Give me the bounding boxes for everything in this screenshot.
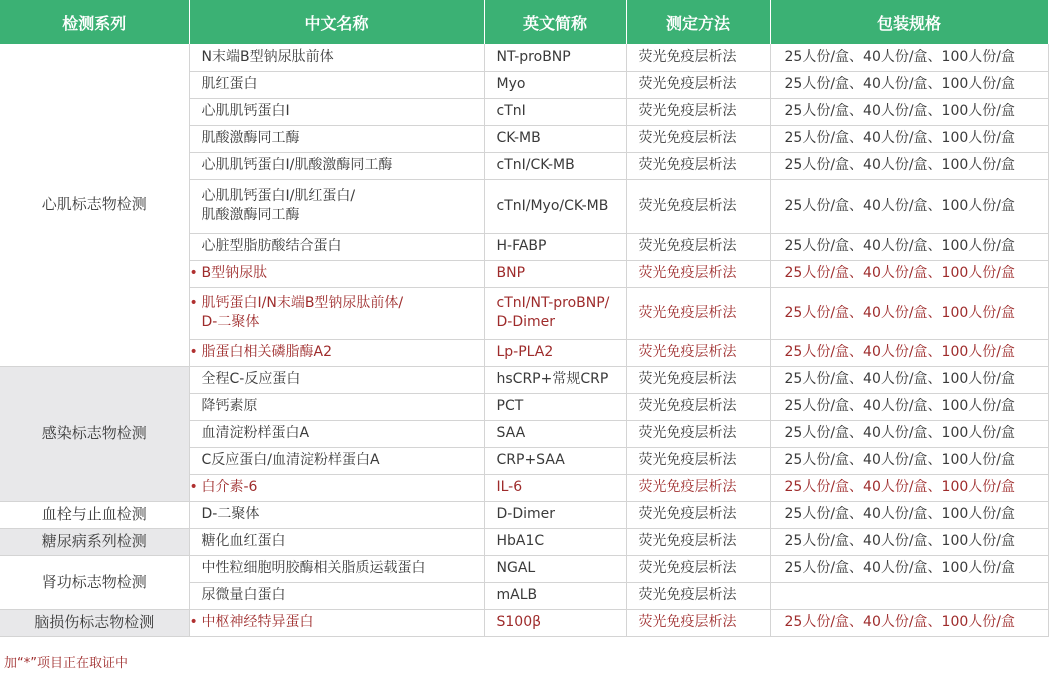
package-cell: 25人份/盒、40人份/盒、100人份/盒 [770, 366, 1048, 393]
certification-pending-mark: • [189, 265, 198, 281]
table-row [0, 44, 1048, 71]
package-cell: 25人份/盒、40人份/盒、100人份/盒 [770, 152, 1048, 179]
english-abbr-text: SAA [496, 425, 526, 441]
english-abbr-text: H-FABP [496, 238, 547, 254]
english-abbr-text: CRP+SAA [496, 452, 565, 468]
english-abbr-text: S100β [496, 614, 542, 630]
english-abbr-text: cTnI/Myo/CK-MB [496, 197, 609, 214]
table-row [0, 609, 1048, 636]
english-abbr-text: IL-6 [496, 479, 523, 495]
chinese-name-text: 肌钙蛋白I/N末端B型钠尿肽前体/ [201, 295, 404, 311]
chinese-name-cell [189, 420, 484, 447]
chinese-name-text: 心肌肌钙蛋白I/肌红蛋白/ [201, 188, 356, 204]
english-abbr-cell [484, 152, 626, 179]
english-abbr-text: hsCRP+常规CRP [496, 371, 609, 387]
method-cell: 荧光免疫层析法 [626, 179, 770, 233]
chinese-name-cell [189, 260, 484, 287]
chinese-name-cell [189, 179, 484, 233]
package-cell: 25人份/盒、40人份/盒、100人份/盒 [770, 474, 1048, 501]
chinese-name-text: B型钠尿肽 [201, 265, 268, 281]
package-cell: 25人份/盒、40人份/盒、100人份/盒 [770, 260, 1048, 287]
package-cell: 25人份/盒、40人份/盒、100人份/盒 [770, 287, 1048, 339]
chinese-name-cell [189, 393, 484, 420]
method-cell: 荧光免疫层析法 [626, 339, 770, 366]
package-cell: 25人份/盒、40人份/盒、100人份/盒 [770, 420, 1048, 447]
english-abbr-text: NGAL [496, 560, 536, 576]
method-cell: 荧光免疫层析法 [626, 420, 770, 447]
chinese-name-cell [189, 609, 484, 636]
english-abbr-text: Myo [496, 76, 526, 92]
package-cell: 25人份/盒、40人份/盒、100人份/盒 [770, 501, 1048, 528]
chinese-name-cell [189, 339, 484, 366]
package-cell [770, 582, 1048, 609]
method-cell: 荧光免疫层析法 [626, 152, 770, 179]
english-abbr-cell [484, 447, 626, 474]
chinese-name-cell [189, 582, 484, 609]
method-cell: 荧光免疫层析法 [626, 501, 770, 528]
chinese-name-text: 糖化血红蛋白 [201, 533, 286, 549]
package-cell: 25人份/盒、40人份/盒、100人份/盒 [770, 71, 1048, 98]
chinese-name-text: C反应蛋白/血清淀粉样蛋白A [201, 452, 380, 468]
package-cell: 25人份/盒、40人份/盒、100人份/盒 [770, 233, 1048, 260]
english-abbr-cell [484, 179, 626, 233]
chinese-name-text: 心肌肌钙蛋白I [201, 103, 290, 119]
chinese-name-cell [189, 152, 484, 179]
english-abbr-cell [484, 260, 626, 287]
english-abbr-cell [484, 71, 626, 98]
method-cell: 荧光免疫层析法 [626, 447, 770, 474]
method-cell: 荧光免疫层析法 [626, 366, 770, 393]
package-cell: 25人份/盒、40人份/盒、100人份/盒 [770, 447, 1048, 474]
chinese-name-text: 血清淀粉样蛋白A [201, 425, 310, 441]
header-row [0, 0, 1048, 44]
chinese-name-text: 心脏型脂肪酸结合蛋白 [201, 238, 342, 254]
chinese-name-cell [189, 474, 484, 501]
method-cell: 荧光免疫层析法 [626, 582, 770, 609]
category-cell: 脑损伤标志物检测 [0, 609, 189, 636]
chinese-name-cell [189, 501, 484, 528]
english-abbr-cell [484, 609, 626, 636]
chinese-name-text: 肌酸激酶同工酶 [201, 207, 300, 223]
english-abbr-text: Lp-PLA2 [496, 344, 554, 360]
chinese-name-cell [189, 366, 484, 393]
english-abbr-cell [484, 393, 626, 420]
chinese-name-text: 中枢神经特异蛋白 [201, 614, 314, 630]
chinese-name-cell [189, 555, 484, 582]
package-cell: 25人份/盒、40人份/盒、100人份/盒 [770, 555, 1048, 582]
chinese-name-text: 肌酸激酶同工酶 [201, 130, 300, 146]
chinese-name-text: 全程C-反应蛋白 [201, 371, 301, 387]
method-cell: 荧光免疫层析法 [626, 287, 770, 339]
package-cell: 25人份/盒、40人份/盒、100人份/盒 [770, 125, 1048, 152]
chinese-name-text: 肌红蛋白 [201, 76, 258, 92]
method-cell: 荧光免疫层析法 [626, 125, 770, 152]
english-abbr-cell [484, 528, 626, 555]
chinese-name-text: 降钙素原 [201, 398, 258, 414]
certification-pending-mark: • [189, 344, 198, 360]
category-cell: 感染标志物检测 [0, 366, 189, 501]
method-cell: 荧光免疫层析法 [626, 71, 770, 98]
chinese-name-cell [189, 447, 484, 474]
english-abbr-cell [484, 366, 626, 393]
package-cell: 25人份/盒、40人份/盒、100人份/盒 [770, 393, 1048, 420]
english-abbr-text: CK-MB [496, 130, 541, 146]
english-abbr-text: mALB [496, 587, 538, 603]
col-header-english-abbr: 英文简称 [484, 0, 626, 44]
certification-pending-mark: • [189, 479, 198, 495]
english-abbr-cell [484, 555, 626, 582]
english-abbr-cell [484, 287, 626, 339]
table-row [0, 528, 1048, 555]
table-row [0, 501, 1048, 528]
english-abbr-cell [484, 420, 626, 447]
chinese-name-cell [189, 71, 484, 98]
english-abbr-cell [484, 98, 626, 125]
table-body [0, 44, 1048, 636]
method-cell: 荧光免疫层析法 [626, 555, 770, 582]
chinese-name-cell [189, 233, 484, 260]
english-abbr-text: cTnI [496, 103, 526, 119]
chinese-name-text: 心肌肌钙蛋白I/肌酸激酶同工酶 [201, 157, 393, 173]
english-abbr-text: BNP [496, 265, 526, 281]
chinese-name-cell [189, 528, 484, 555]
chinese-name-text: D-二聚体 [201, 314, 260, 330]
english-abbr-cell [484, 125, 626, 152]
table-row [0, 555, 1048, 582]
method-cell: 荧光免疫层析法 [626, 260, 770, 287]
chinese-name-cell [189, 125, 484, 152]
col-header-series: 检测系列 [0, 0, 189, 44]
english-abbr-cell [484, 582, 626, 609]
category-cell: 心肌标志物检测 [0, 44, 189, 366]
english-abbr-cell [484, 474, 626, 501]
package-cell: 25人份/盒、40人份/盒、100人份/盒 [770, 339, 1048, 366]
chinese-name-text: N末端B型钠尿肽前体 [201, 48, 334, 65]
english-abbr-cell [484, 339, 626, 366]
chinese-name-cell [189, 287, 484, 339]
chinese-name-text: 尿微量白蛋白 [201, 587, 286, 603]
method-cell: 荧光免疫层析法 [626, 233, 770, 260]
package-cell: 25人份/盒、40人份/盒、100人份/盒 [770, 98, 1048, 125]
package-cell: 25人份/盒、40人份/盒、100人份/盒 [770, 44, 1048, 71]
chinese-name-text: 白介素-6 [201, 479, 258, 495]
method-cell: 荧光免疫层析法 [626, 528, 770, 555]
english-abbr-text: cTnI/NT-proBNP/ [496, 295, 610, 311]
col-header-method: 测定方法 [626, 0, 770, 44]
english-abbr-text: PCT [496, 398, 524, 414]
english-abbr-text: cTnI/CK-MB [496, 157, 575, 173]
english-abbr-cell [484, 44, 626, 71]
method-cell: 荧光免疫层析法 [626, 609, 770, 636]
certification-pending-mark: • [189, 614, 198, 630]
chinese-name-text: 中性粒细胞明胶酶相关脂质运载蛋白 [201, 560, 426, 576]
method-cell: 荧光免疫层析法 [626, 393, 770, 420]
english-abbr-cell [484, 501, 626, 528]
col-header-package: 包装规格 [770, 0, 1048, 44]
certification-pending-mark: • [189, 295, 198, 311]
category-cell: 肾功标志物检测 [0, 555, 189, 609]
method-cell: 荧光免疫层析法 [626, 98, 770, 125]
package-cell: 25人份/盒、40人份/盒、100人份/盒 [770, 179, 1048, 233]
method-cell: 荧光免疫层析法 [626, 474, 770, 501]
chinese-name-cell [189, 98, 484, 125]
package-cell: 25人份/盒、40人份/盒、100人份/盒 [770, 528, 1048, 555]
chinese-name-text: 脂蛋白相关磷脂酶A2 [201, 344, 332, 360]
table-row [0, 366, 1048, 393]
english-abbr-text: HbA1C [496, 533, 545, 549]
chinese-name-text: D-二聚体 [201, 506, 260, 522]
category-cell: 糖尿病系列检测 [0, 528, 189, 555]
english-abbr-text: NT-proBNP [496, 48, 571, 65]
col-header-chinese-name: 中文名称 [189, 0, 484, 44]
english-abbr-cell [484, 233, 626, 260]
package-cell: 25人份/盒、40人份/盒、100人份/盒 [770, 609, 1048, 636]
english-abbr-text: D-Dimer [496, 314, 556, 330]
chinese-name-cell [189, 44, 484, 71]
method-cell: 荧光免疫层析法 [626, 44, 770, 71]
english-abbr-text: D-Dimer [496, 506, 556, 522]
footnote: 加“*”项目正在取证中 [4, 656, 128, 671]
category-cell: 血栓与止血检测 [0, 501, 189, 528]
